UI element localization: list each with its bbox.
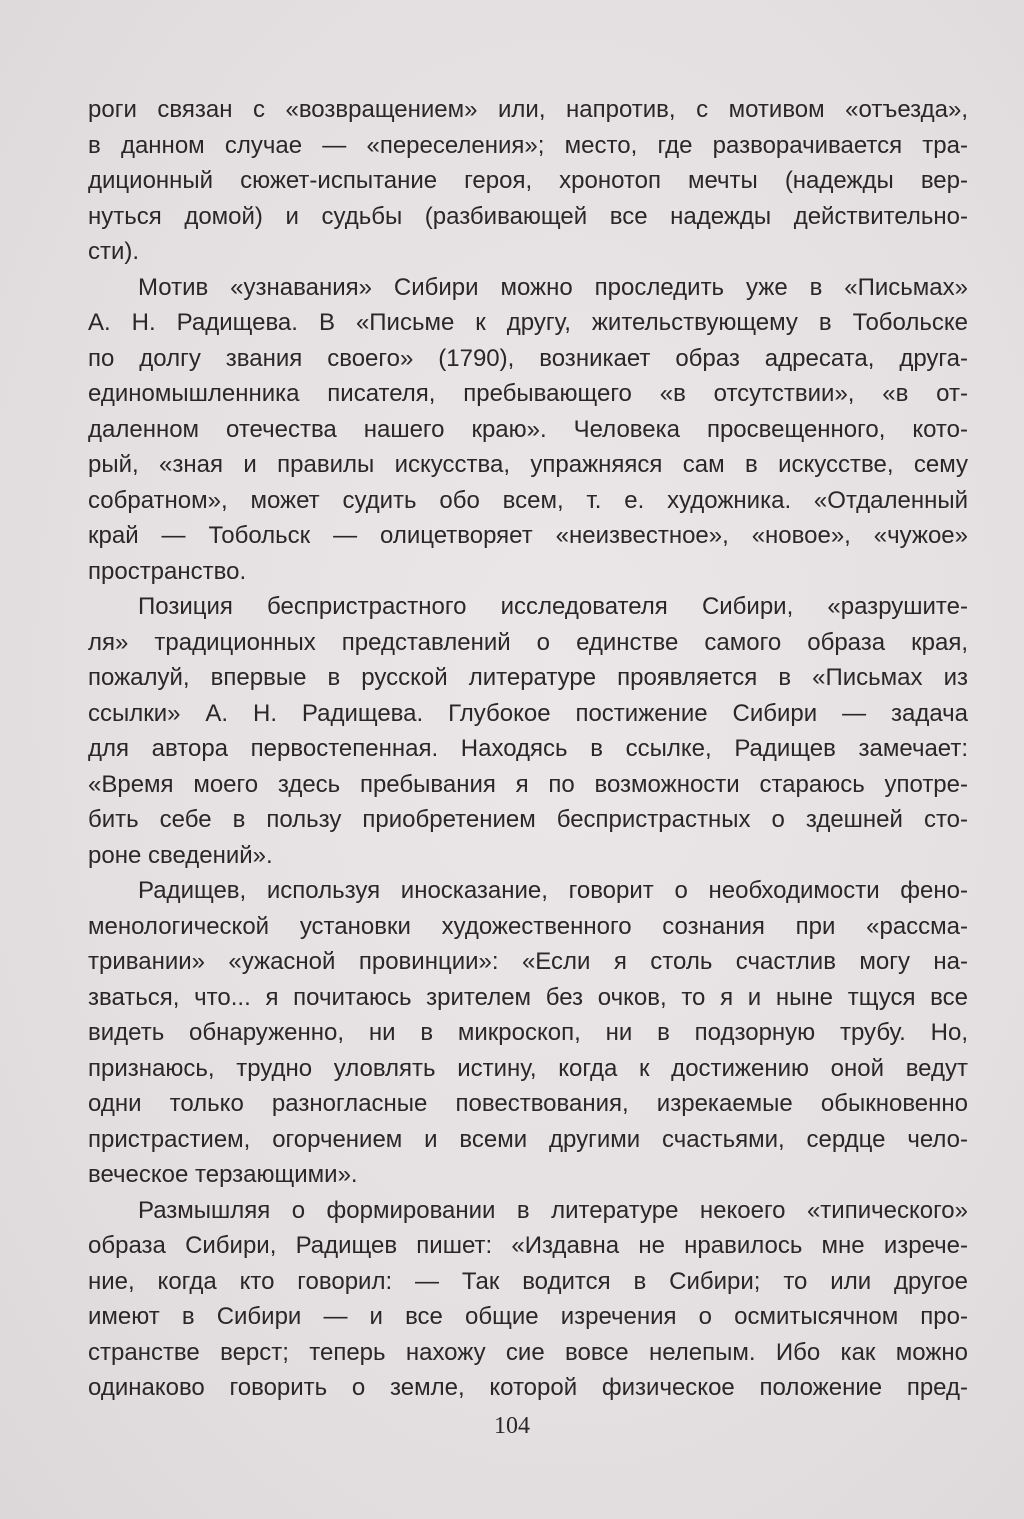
text-line: нуться домой) и судьбы (разбивающей все надежды действительно- (88, 202, 968, 230)
text-line: рый, «зная и правилы искусства, упражняяся сам в искусстве, сему (88, 451, 968, 478)
text-line: одинаково говорить о земле, которой физическое положение пред- (88, 1374, 968, 1401)
paragraph (88, 589, 968, 873)
text-line: роне сведений». (88, 841, 273, 869)
body-text (88, 92, 968, 1406)
text-line: Мотив «узнавания» Сибири можно проследить уже в «Письмах» (138, 273, 968, 301)
text-line: ние, когда кто говорил: — Так водится в Сибири; то или другое (88, 1267, 968, 1295)
text-line: видеть обнаруженно, ни в микроскоп, ни в подзорную трубу. Но, (88, 1019, 968, 1046)
text-line: Позиция беспристрастного исследователя Сибири, «разрушите- (138, 593, 968, 620)
text-line: пожалуй, впервые в русской литературе проявляется в «Письмах из (88, 664, 968, 691)
text-line: зваться, что... я почитаюсь зрителем без очков, то я и ныне тщуся все (88, 983, 968, 1011)
text-line: для автора первостепенная. Находясь в ссылке, Радищев замечает: (88, 735, 968, 762)
text-line: признаюсь, трудно уловлять истину, когда к достижению оной ведут (88, 1054, 968, 1082)
text-line: единомышленника писателя, пребывающего «в отсутствии», «в от- (88, 380, 968, 407)
paragraph (88, 1193, 968, 1406)
text-line: пристрастием, огорчением и всеми другими счастьями, сердце чело- (88, 1125, 968, 1153)
text-line: ля» традиционных представлений о единстве самого образа края, (88, 628, 968, 656)
text-line: ссылки» А. Н. Радищева. Глубокое постижение Сибири — задача (88, 699, 968, 727)
text-line: бить себе в пользу приобретением беспристрастных о здешней сто- (88, 806, 968, 833)
text-line: одни только разногласные повествования, изрекаемые обыкновенно (88, 1090, 968, 1117)
text-line: образа Сибири, Радищев пишет: «Издавна не нравилось мне изрече- (88, 1232, 968, 1259)
text-line: тривании» «ужасной провинции»: «Если я столь счастлив могу на- (88, 948, 968, 975)
text-line: собратном», может судить обо всем, т. е. художника. «Отдаленный (88, 486, 968, 514)
page-number: 104 (494, 1413, 530, 1439)
text-line: по долгу звания своего» (1790), возникает образ адресата, друга- (88, 344, 968, 372)
text-line: имеют в Сибири — и все общие изречения о осмитысячном про- (88, 1303, 968, 1330)
text-line: роги связан с «возвращением» или, напротив, с мотивом «отъезда», (88, 96, 968, 123)
text-line: «Время моего здесь пребывания я по возможности стараюсь употре- (88, 770, 968, 798)
text-line: Размышляя о формировании в литературе некоего «типического» (138, 1196, 968, 1224)
text-line: диционный сюжет-испытание героя, хронотоп мечты (надежды вер- (88, 167, 968, 194)
paragraph (88, 873, 968, 1193)
paragraph (88, 270, 968, 590)
text-line: в данном случае — «переселения»; место, где разворачивается тра- (88, 131, 968, 159)
text-line: даленном отечества нашего краю». Человека просвещенного, кото- (88, 415, 968, 443)
text-line: менологической установки художественного сознания при «рассма- (88, 912, 968, 940)
text-line: край — Тобольск — олицетворяет «неизвестное», «новое», «чужое» (88, 522, 968, 549)
text-line: А. Н. Радищева. В «Письме к другу, жительствующему в Тобольске (88, 309, 968, 336)
text-line: пространство. (88, 557, 247, 585)
text-line: сти). (88, 238, 140, 265)
paragraph (88, 92, 968, 270)
text-line: веческое терзающими». (88, 1161, 358, 1188)
text-line: Радищев, используя иносказание, говорит о необходимости фено- (138, 877, 968, 904)
text-line: странстве верст; теперь нахожу сие вовсе нелепым. Ибо как можно (88, 1338, 968, 1366)
